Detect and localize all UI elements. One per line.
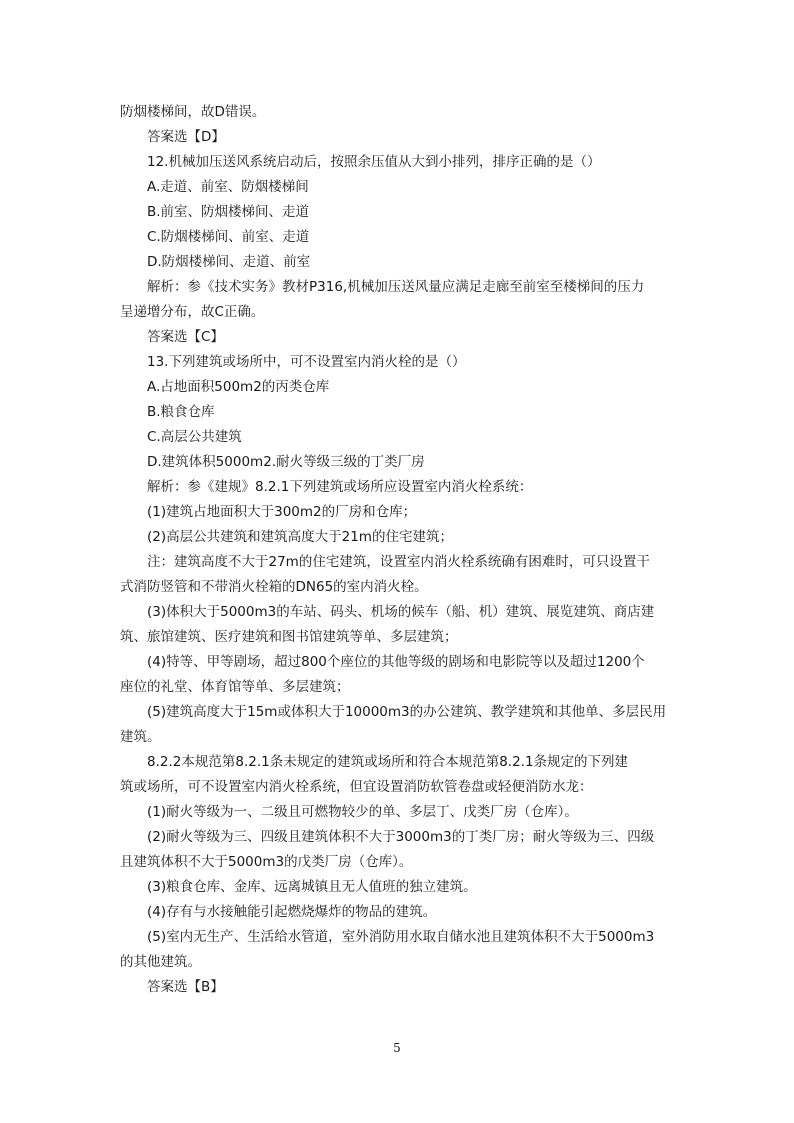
text-line: 注：建筑高度不大于27m的住宅建筑，设置室内消火栓系统确有困难时，可只设置干	[147, 554, 650, 570]
text-line: 筑、旅馆建筑、医疗建筑和图书馆建筑等单、多层建筑；	[120, 629, 458, 645]
text-line: (1)建筑占地面积大于300m2的厂房和仓库；	[147, 504, 417, 520]
text-line: (3)体积大于5000m3的车站、码头、机场的候车（船、机）建筑、展览建筑、商店建	[147, 604, 655, 620]
text-line: A.走道、前室、防烟楼梯间	[147, 179, 309, 195]
text-line: 建筑。	[120, 729, 161, 745]
text-line: 解析：参《技术实务》教材P316,机械加压送风量应满足走廊至前室至楼梯间的压力	[147, 279, 645, 295]
text-line: (2)耐火等级为三、四级且建筑体积不大于3000m3的丁类厂房；耐火等级为三、四级	[147, 829, 655, 845]
text-line: (4)特等、甲等剧场，超过800个座位的其他等级的剧场和电影院等以及超过1200个	[147, 654, 645, 670]
text-line: B.粮食仓库	[147, 404, 215, 420]
text-line: 式消防竖管和不带消火栓箱的DN65的室内消火栓。	[120, 579, 428, 595]
text-line: 且建筑体积不大于5000m3的戊类厂房（仓库）。	[120, 854, 413, 870]
text-line: (2)高层公共建筑和建筑高度大于21m的住宅建筑；	[147, 529, 453, 545]
text-line: A.占地面积500m2的丙类仓库	[147, 379, 330, 395]
text-line: 的其他建筑。	[120, 954, 201, 970]
text-line: D.建筑体积5000m2.耐火等级三级的丁类厂房	[147, 454, 425, 470]
text-line: 呈递增分布，故C正确。	[120, 304, 265, 320]
text-line: 8.2.2本规范第8.2.1条未规定的建筑或场所和符合本规范第8.2.1条规定的下列建	[147, 754, 629, 770]
text-line: 筑或场所，可不设置室内消火栓系统，但宜设置消防软管卷盘或轻便消防水龙：	[120, 779, 593, 795]
text-line: C.高层公共建筑	[147, 429, 242, 445]
text-line: B.前室、防烟楼梯间、走道	[147, 204, 310, 220]
text-line: 12.机械加压送风系统启动后，按照余压值从大到小排列，排序正确的是（）	[147, 154, 601, 170]
text-line: 防烟楼梯间，故D错误。	[120, 104, 266, 120]
page-number: 5	[393, 1041, 401, 1055]
text-line: (5)建筑高度大于15m或体积大于10000m3的办公建筑、教学建筑和其他单、多层民用	[147, 704, 667, 720]
text-line: (1)耐火等级为一、二级且可燃物较少的单、多层丁、戊类厂房（仓库）。	[147, 804, 578, 820]
text-line: 答案选【C】	[147, 329, 224, 345]
text-line: 答案选【B】	[147, 979, 224, 995]
text-line: D.防烟楼梯间、走道、前室	[147, 254, 311, 270]
text-line: 解析：参《建规》8.2.1下列建筑或场所应设置室内消火栓系统：	[147, 479, 533, 495]
text-line: 13.下列建筑或场所中，可不设置室内消火栓的是（）	[147, 354, 466, 370]
text-line: 座位的礼堂、体育馆等单、多层建筑；	[120, 679, 350, 695]
text-line: (5)室内无生产、生活给水管道，室外消防用水取自储水池且建筑体积不大于5000m3	[147, 929, 655, 945]
text-line: (3)粮食仓库、金库、远离城镇且无人值班的独立建筑。	[147, 879, 477, 895]
text-line: (4)存有与水接触能引起燃烧爆炸的物品的建筑。	[147, 904, 437, 920]
text-line: C.防烟楼梯间、前室、走道	[147, 229, 310, 245]
text-line: 答案选【D】	[147, 129, 225, 145]
document-body	[120, 100, 680, 1000]
